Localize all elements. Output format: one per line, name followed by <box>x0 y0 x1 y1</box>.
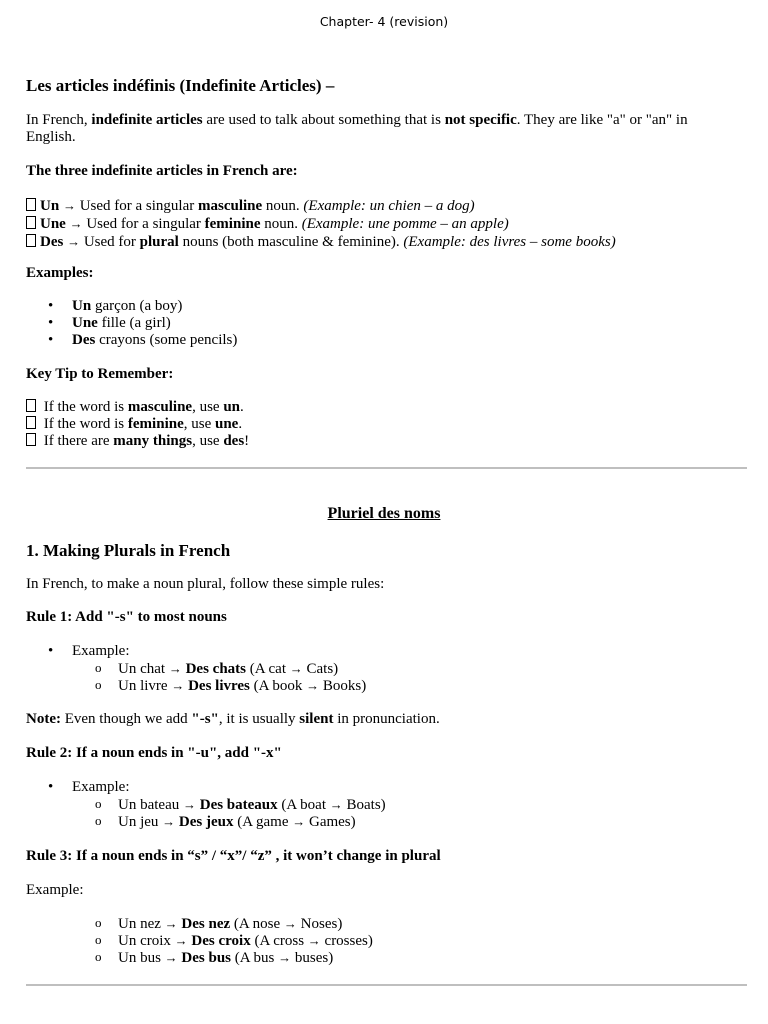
article-example: (Example: des livres – some books) <box>403 234 616 250</box>
note-bold: "-s" <box>191 711 219 727</box>
singular-text: Un croix <box>118 933 175 949</box>
tip-bold: many things <box>113 433 193 449</box>
plural-bold: Des livres <box>184 678 250 694</box>
note-bold: silent <box>299 711 334 727</box>
checkbox-icon <box>26 216 36 229</box>
articles-list <box>26 197 748 251</box>
key-tip-heading: Key Tip to Remember: <box>26 366 174 382</box>
arrow-icon: → <box>162 814 176 829</box>
rule-2-heading: Rule 2: If a noun ends in "-u", add "-x" <box>26 745 282 761</box>
rule-3-heading: Rule 3: If a noun ends in “s” / “x”/ “z” , it won’t change in plural <box>26 848 441 864</box>
arrow-icon: → <box>62 198 76 213</box>
section-subtitle: 1. Making Plurals in French <box>26 541 231 560</box>
tip-text: , use <box>183 416 215 432</box>
singular-text: Un jeu <box>118 814 163 830</box>
example-text: fille (a girl) <box>97 315 171 331</box>
page-header: Chapter- 4 (revision) <box>319 14 449 29</box>
singular-text: Un nez <box>118 916 165 932</box>
checkbox-icon <box>26 198 36 211</box>
translation-text: buses) <box>291 950 334 966</box>
note-text: , it is usually <box>218 711 300 727</box>
arrow-icon: → <box>283 916 297 931</box>
intro-text: . They are like "a" or "an" in <box>516 112 688 128</box>
note-text: Even though we add <box>60 711 192 727</box>
tip-text: If there are <box>40 433 114 449</box>
tip-text: , use <box>192 399 224 415</box>
tip-text: . <box>240 399 244 415</box>
rule-2-sublist <box>94 796 386 830</box>
tip-line <box>26 416 748 433</box>
translation-text: (A boat <box>277 797 330 813</box>
translation-text: Games) <box>305 814 356 830</box>
tip-text: ! <box>244 433 250 449</box>
translation-text: Books) <box>319 678 367 694</box>
list-item <box>48 332 237 349</box>
arrow-icon: → <box>182 797 196 812</box>
tip-bold: feminine <box>127 416 184 432</box>
rule-1-heading: Rule 1: Add "-s" to most nouns <box>26 609 227 625</box>
tip-bold: masculine <box>127 399 193 415</box>
singular-text: Un chat <box>118 661 169 677</box>
intro-text: In French, <box>26 112 92 128</box>
translation-text: Boats) <box>342 797 386 813</box>
singular-text: Un livre <box>118 678 172 694</box>
article-word: Des <box>40 234 64 250</box>
translation-text: (A bus <box>231 950 279 966</box>
note-text: in pronunciation. <box>333 711 440 727</box>
plural-intro: In French, to make a noun plural, follow these simple rules: <box>26 576 385 592</box>
tip-text: . <box>238 416 243 432</box>
list-item <box>48 298 237 315</box>
translation-text: Cats) <box>302 661 339 677</box>
article-word: Un <box>40 198 60 214</box>
section-title-articles: Les articles indéfinis (Indefinite Articles) – <box>26 76 335 95</box>
article-word: Une <box>40 216 66 232</box>
tip-line <box>26 399 748 416</box>
plural-bold: Des nez <box>177 916 231 932</box>
tip-text: If the word is <box>40 416 128 432</box>
list-item: • Example: <box>48 779 129 796</box>
arrow-icon: → <box>174 933 188 948</box>
list-item <box>94 796 386 813</box>
example-text: garçon (a boy) <box>91 298 183 314</box>
intro-text: English. <box>26 129 76 145</box>
translation-text: (A cross <box>250 933 308 949</box>
arrow-icon: → <box>67 234 81 249</box>
article-line <box>26 233 748 251</box>
arrow-icon: → <box>278 950 292 965</box>
list-item <box>94 932 373 949</box>
singular-text: Un bateau <box>118 797 183 813</box>
tip-bold: une <box>214 416 239 432</box>
checkbox-icon <box>26 399 36 412</box>
article-text: Used for <box>80 234 140 250</box>
list-item <box>94 915 373 932</box>
arrow-icon: → <box>69 216 83 231</box>
tip-bold: des <box>223 433 245 449</box>
examples-heading: Examples: <box>26 265 94 281</box>
rule-2-example-list <box>48 779 129 796</box>
arrow-icon: → <box>164 916 178 931</box>
arrow-icon: → <box>306 678 320 693</box>
translation-text: crosses) <box>320 933 373 949</box>
arrow-icon: → <box>307 933 321 948</box>
tip-line <box>26 433 748 450</box>
article-text: noun. <box>260 216 302 232</box>
rule-3-example-label: Example: <box>26 882 84 898</box>
list-item: • Example: <box>48 643 129 660</box>
translation-text: (A nose <box>230 916 284 932</box>
list-item <box>94 813 386 830</box>
note-paragraph <box>26 711 748 728</box>
intro-bold: indefinite articles <box>91 112 203 128</box>
article-example: (Example: un chien – a dog) <box>303 198 475 214</box>
article-text: noun. <box>262 198 304 214</box>
translation-text: (A game <box>233 814 293 830</box>
rule-1-example-list <box>48 643 129 660</box>
plural-bold: Des bateaux <box>195 797 278 813</box>
article-bold: masculine <box>198 198 263 214</box>
example-word: Un <box>72 298 92 314</box>
article-bold: feminine <box>204 216 261 232</box>
example-word: Des <box>72 332 96 348</box>
list-item <box>94 677 366 694</box>
rule-1-sublist <box>94 660 366 694</box>
tip-bold: un <box>223 399 241 415</box>
checkbox-icon <box>26 433 36 446</box>
example-word: Une <box>72 315 98 331</box>
article-line <box>26 215 748 233</box>
examples-list <box>48 298 237 349</box>
plural-bold: Des jeux <box>175 814 234 830</box>
arrow-icon: → <box>171 678 185 693</box>
list-item <box>94 949 373 966</box>
checkbox-icon <box>26 234 36 247</box>
intro-text: are used to talk about something that is <box>202 112 445 128</box>
list-item <box>48 315 237 332</box>
list-item <box>94 660 366 677</box>
article-bold: plural <box>139 234 179 250</box>
intro-paragraph <box>26 112 748 146</box>
plural-bold: Des bus <box>177 950 232 966</box>
article-example: (Example: une pomme – an apple) <box>301 216 509 232</box>
tips-list <box>26 399 748 450</box>
three-articles-heading: The three indefinite articles in French are: <box>26 163 298 179</box>
translation-text: (A book <box>249 678 307 694</box>
translation-text: (A cat <box>246 661 290 677</box>
arrow-icon: → <box>329 797 343 812</box>
arrow-icon: → <box>168 661 182 676</box>
intro-bold: not specific <box>444 112 517 128</box>
note-label: Note: <box>26 711 61 727</box>
section-title-plurals: Pluriel des noms <box>327 505 441 522</box>
plural-bold: Des croix <box>187 933 251 949</box>
arrow-icon: → <box>164 950 178 965</box>
article-text: Used for a singular <box>75 198 198 214</box>
checkbox-icon <box>26 416 36 429</box>
divider <box>26 984 747 986</box>
translation-text: Noses) <box>296 916 343 932</box>
singular-text: Un bus <box>118 950 165 966</box>
article-text: Used for a singular <box>82 216 205 232</box>
arrow-icon: → <box>289 661 303 676</box>
divider <box>26 467 747 469</box>
tip-text: , use <box>192 433 224 449</box>
rule-3-sublist <box>94 915 373 966</box>
tip-text: If the word is <box>40 399 128 415</box>
plural-bold: Des chats <box>181 661 246 677</box>
arrow-icon: → <box>292 814 306 829</box>
example-text: crayons (some pencils) <box>95 332 238 348</box>
article-text: nouns (both masculine & feminine). <box>178 234 404 250</box>
article-line <box>26 197 748 215</box>
